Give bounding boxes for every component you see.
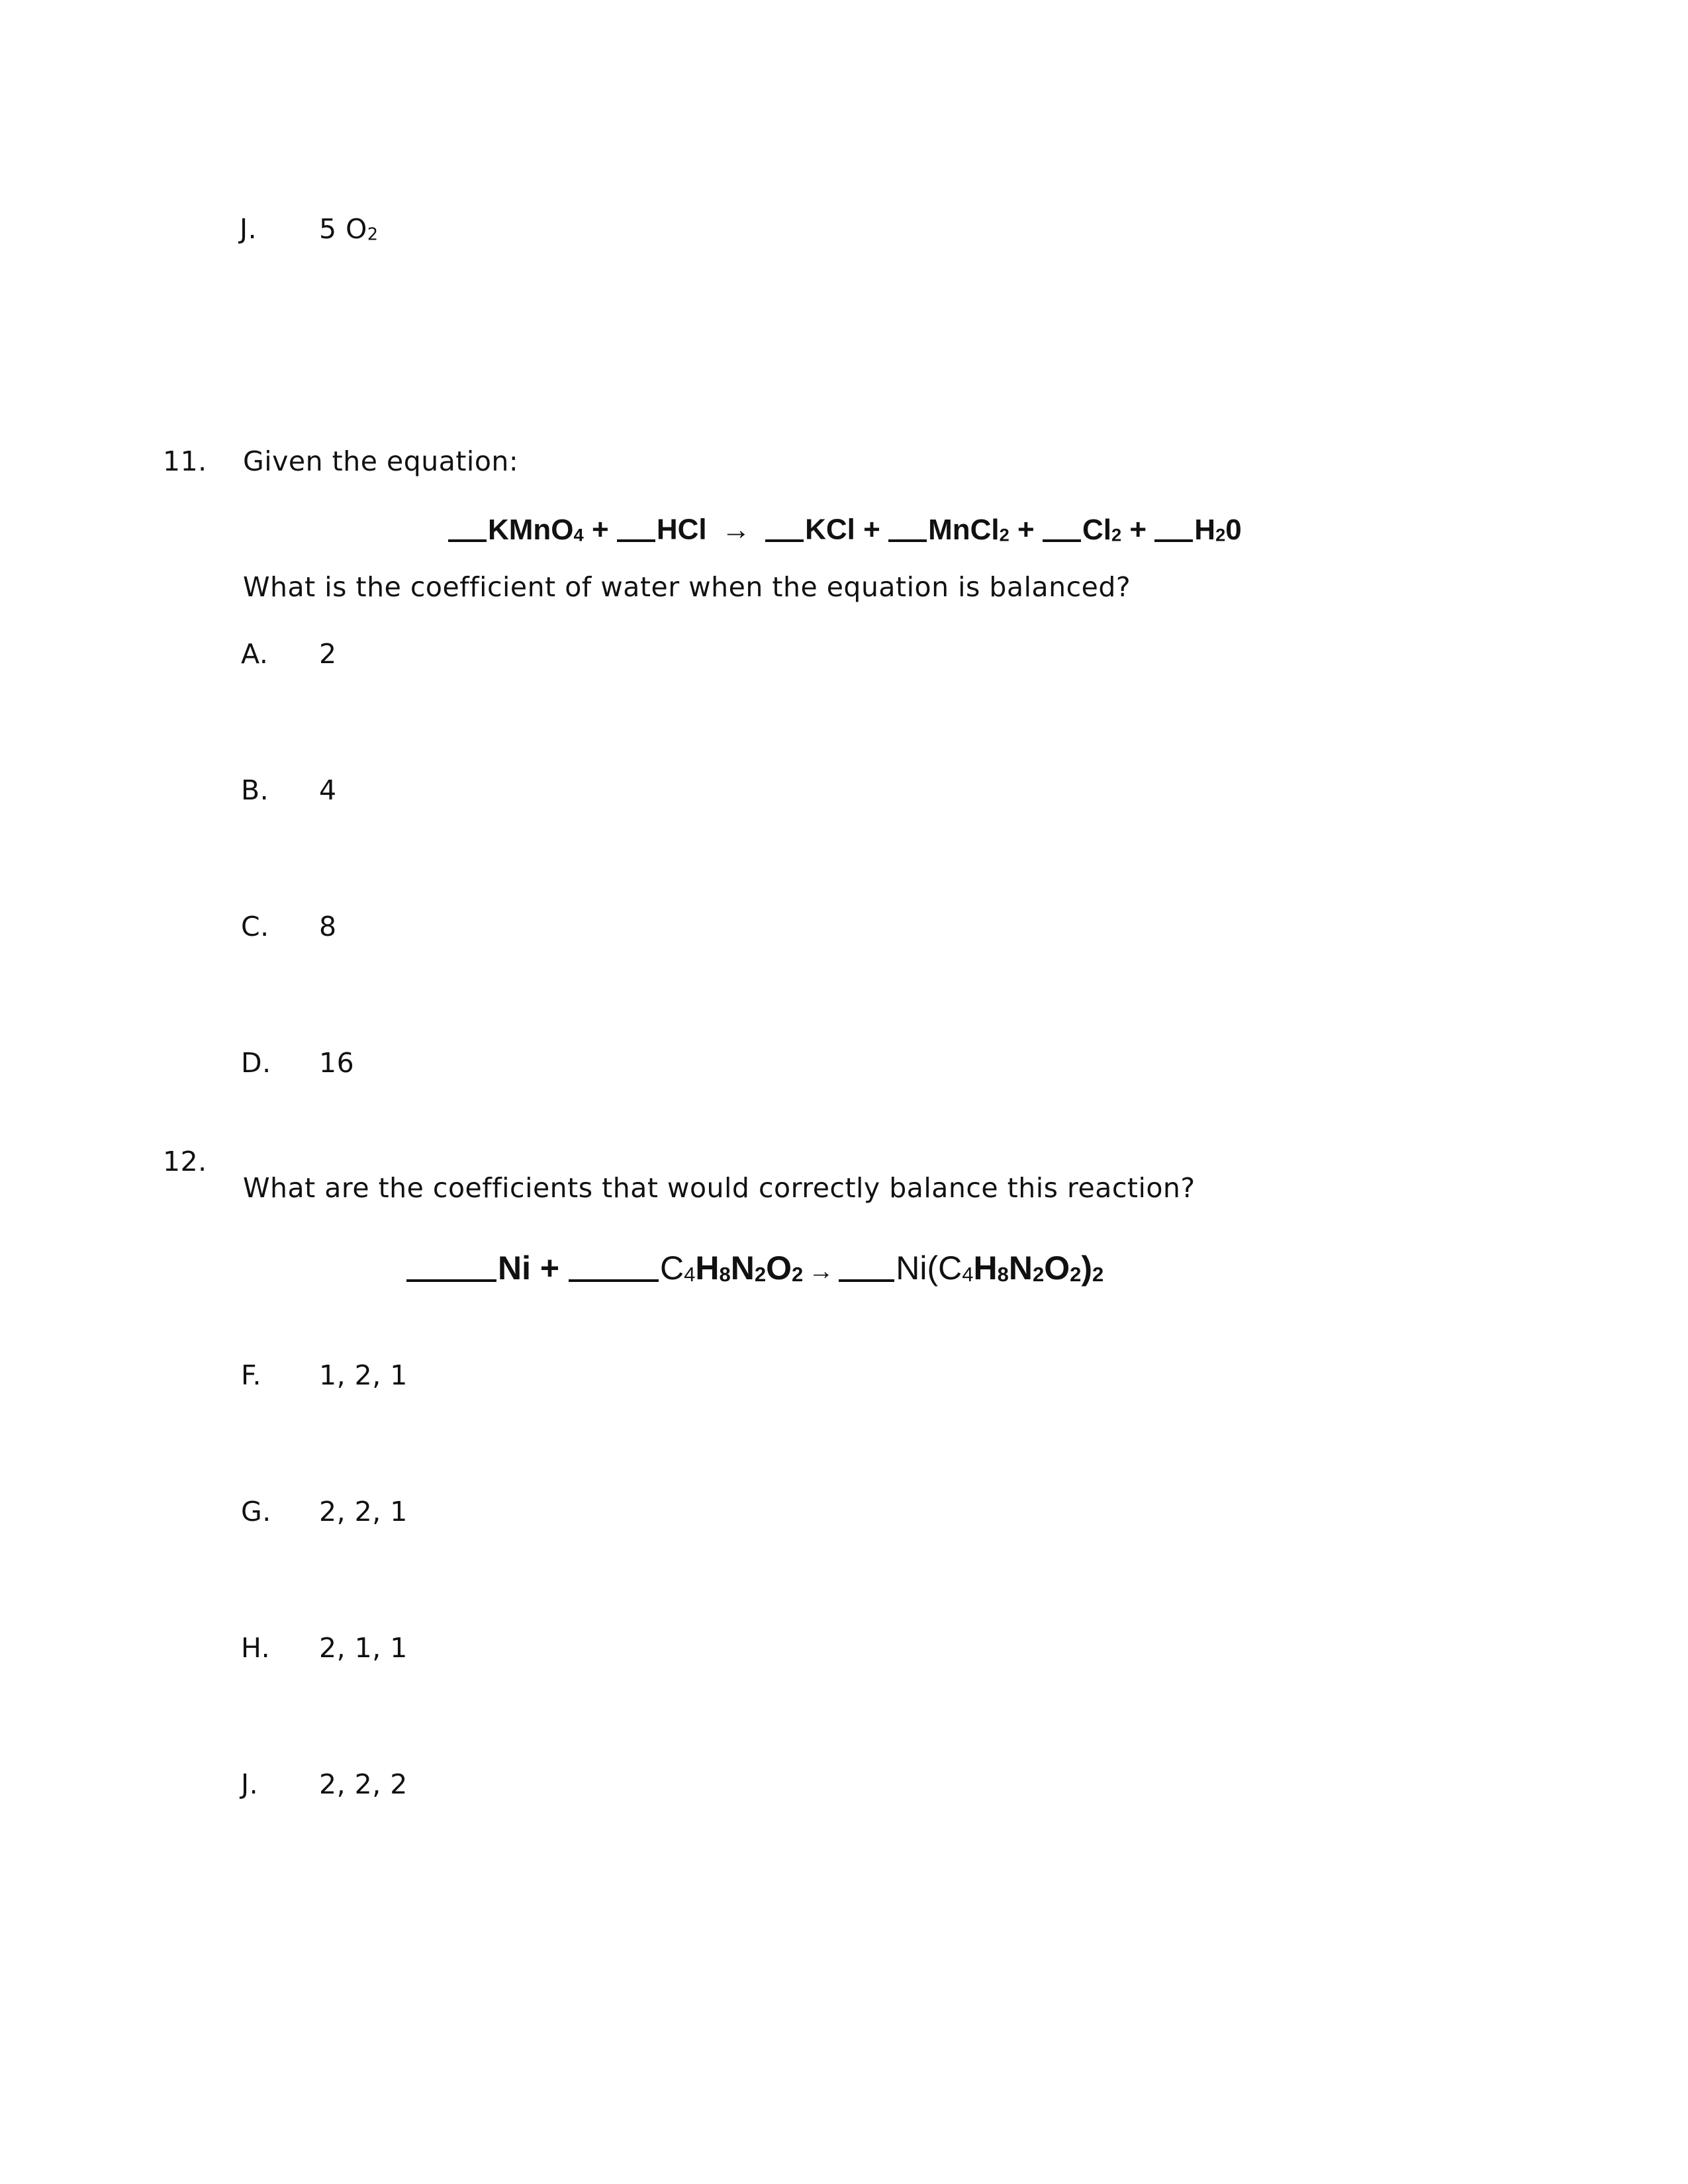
q11-choice-a-value[interactable]: 2 [319,638,337,670]
prev-answer-text: 5 O [319,213,367,245]
blank-product[interactable] [839,1250,894,1282]
q12-choice-h-letter[interactable]: H. [241,1632,271,1664]
blank-3[interactable] [765,513,804,542]
question-11-number: 11. [163,445,207,477]
q11-choice-c-letter[interactable]: C. [241,911,269,942]
eq-plus-2: + [863,513,880,546]
blank-2[interactable] [617,513,655,542]
eq-plus-4: + [1129,513,1147,546]
blank-ni[interactable] [406,1250,496,1282]
eq-mncl2: MnCl$_2$ [928,513,1009,546]
q12-choice-j-letter[interactable]: J. [241,1768,259,1800]
prev-answer-sub: 2 [367,224,379,244]
question-12-number: 12. [163,1146,207,1177]
eq-plus-3: + [1017,513,1035,546]
q11-choice-d-letter[interactable]: D. [241,1047,271,1079]
eq-product: $Ni(C_4H_8N_2O_2)_2$ [896,1250,1104,1287]
q12-choice-h-value[interactable]: 2, 1, 1 [319,1632,408,1664]
eq-h2o: $H_20$ [1194,513,1242,546]
blank-6[interactable] [1154,513,1193,542]
prev-answer-value [319,213,379,245]
q11-choice-b-value[interactable]: 4 [319,774,337,806]
q12-choice-g-value[interactable]: 2, 2, 1 [319,1496,408,1527]
blank-dmg[interactable] [569,1250,659,1282]
question-12-equation [406,1250,1103,1285]
eq-ni: Ni + [498,1250,560,1287]
q11-choice-c-value[interactable]: 8 [319,911,337,942]
q11-choice-d-value[interactable]: 16 [319,1047,355,1079]
eq-kcl: KCl [805,513,855,546]
q12-choice-f-letter[interactable]: F. [241,1359,262,1391]
eq-plus-1: + [591,513,609,546]
eq-kmno4: KMnO$_4$ [488,513,584,546]
question-11-equation [448,513,1242,545]
q11-choice-b-letter[interactable]: B. [241,774,269,806]
q11-choice-a-letter[interactable]: A. [241,638,269,670]
reaction-arrow-icon: → [721,513,751,546]
eq-dmg: $C_4H_8N_2O_2$ [660,1250,804,1287]
question-12-text: What are the coefficients that would correctly balance this reaction? [243,1172,1196,1204]
prev-answer-letter: J. [240,213,258,245]
eq-hcl: HCl [656,513,707,546]
q12-choice-f-value[interactable]: 1, 2, 1 [319,1359,408,1391]
eq-cl2: $Cl_2$ [1082,513,1122,546]
reaction-arrow-icon-2: → [808,1257,834,1285]
question-11-text: What is the coefficient of water when the equation is balanced? [243,571,1131,603]
blank-1[interactable] [448,513,487,542]
question-11-prompt: Given the equation: [243,445,519,477]
blank-4[interactable] [888,513,927,542]
q12-choice-g-letter[interactable]: G. [241,1496,271,1527]
blank-5[interactable] [1043,513,1081,542]
q12-choice-j-value[interactable]: 2, 2, 2 [319,1768,408,1800]
